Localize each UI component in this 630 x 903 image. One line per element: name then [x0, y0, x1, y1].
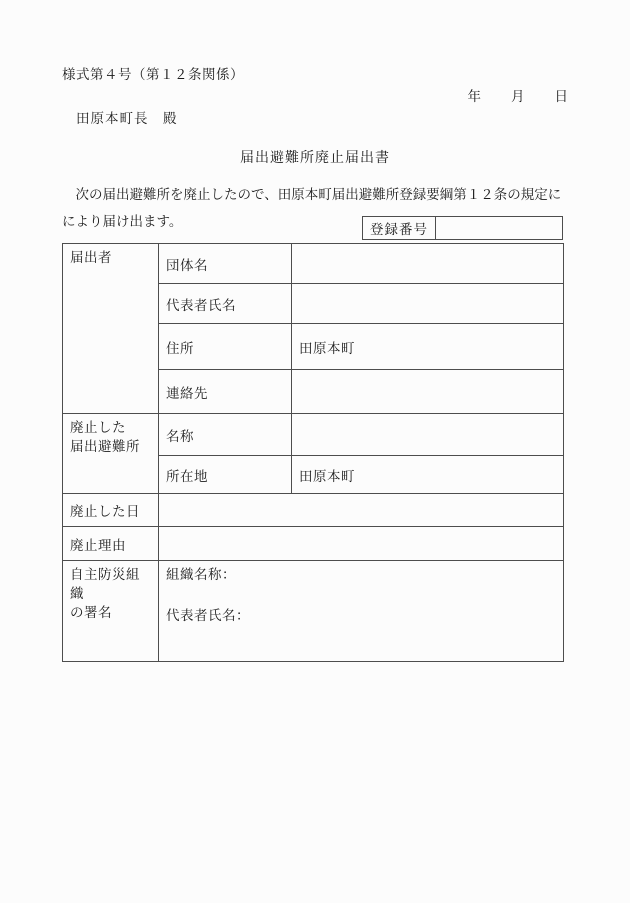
representative-sign-label: 代表者氏名：	[166, 608, 250, 624]
abolished-shelter-label-line2: 届出避難所	[70, 439, 140, 455]
table-row	[63, 561, 564, 662]
table-row	[63, 527, 564, 561]
cell-abolition-date-value	[159, 494, 564, 527]
cell-shelter-name-value	[292, 414, 564, 456]
cell-notifier-group: 届出者	[63, 244, 159, 414]
notification-table	[62, 243, 564, 662]
cell-org-signature-content	[159, 561, 564, 662]
cell-org-signature-group	[63, 561, 159, 662]
table-row	[63, 494, 564, 527]
cell-abolition-date-label: 廃止した日	[63, 494, 159, 527]
cell-contact-label: 連絡先	[159, 370, 292, 414]
abolished-shelter-label-line1: 廃止した	[70, 420, 126, 436]
cell-org-name-value	[292, 244, 564, 284]
cell-address-label: 住所	[159, 324, 292, 370]
cell-address-value: 田原本町	[292, 324, 564, 370]
registration-number-label: 登録番号	[363, 217, 436, 239]
body-line-1: 次の届出避難所を廃止したので、田原本町届出避難所登録要綱第１２条の規定に	[62, 187, 562, 203]
body-line-2: により届け出ます。	[62, 214, 183, 230]
addressee-line: 田原本町長 殿	[76, 111, 178, 127]
table-row	[63, 414, 564, 456]
cell-abolition-reason-value	[159, 527, 564, 561]
org-signature-label-line2: の署名	[70, 605, 112, 621]
cell-shelter-name-label: 名称	[159, 414, 292, 456]
cell-abolished-shelter-group	[63, 414, 159, 494]
cell-abolition-reason-label: 廃止理由	[63, 527, 159, 561]
form-number-label: 様式第４号（第１２条関係）	[62, 67, 244, 83]
org-signature-label-line1: 自主防災組織	[70, 567, 140, 602]
registration-number-box	[362, 216, 563, 240]
cell-representative-value	[292, 284, 564, 324]
registration-number-value	[436, 217, 562, 239]
cell-shelter-location-value: 田原本町	[292, 456, 564, 494]
cell-shelter-location-label: 所在地	[159, 456, 292, 494]
document-title: 届出避難所廃止届出書	[240, 150, 390, 166]
cell-representative-label: 代表者氏名	[159, 284, 292, 324]
cell-contact-value	[292, 370, 564, 414]
date-line: 年 月 日	[467, 89, 569, 105]
cell-org-name-label: 団体名	[159, 244, 292, 284]
table-row	[63, 244, 564, 284]
org-name-sign-label: 組織名称：	[166, 567, 236, 583]
